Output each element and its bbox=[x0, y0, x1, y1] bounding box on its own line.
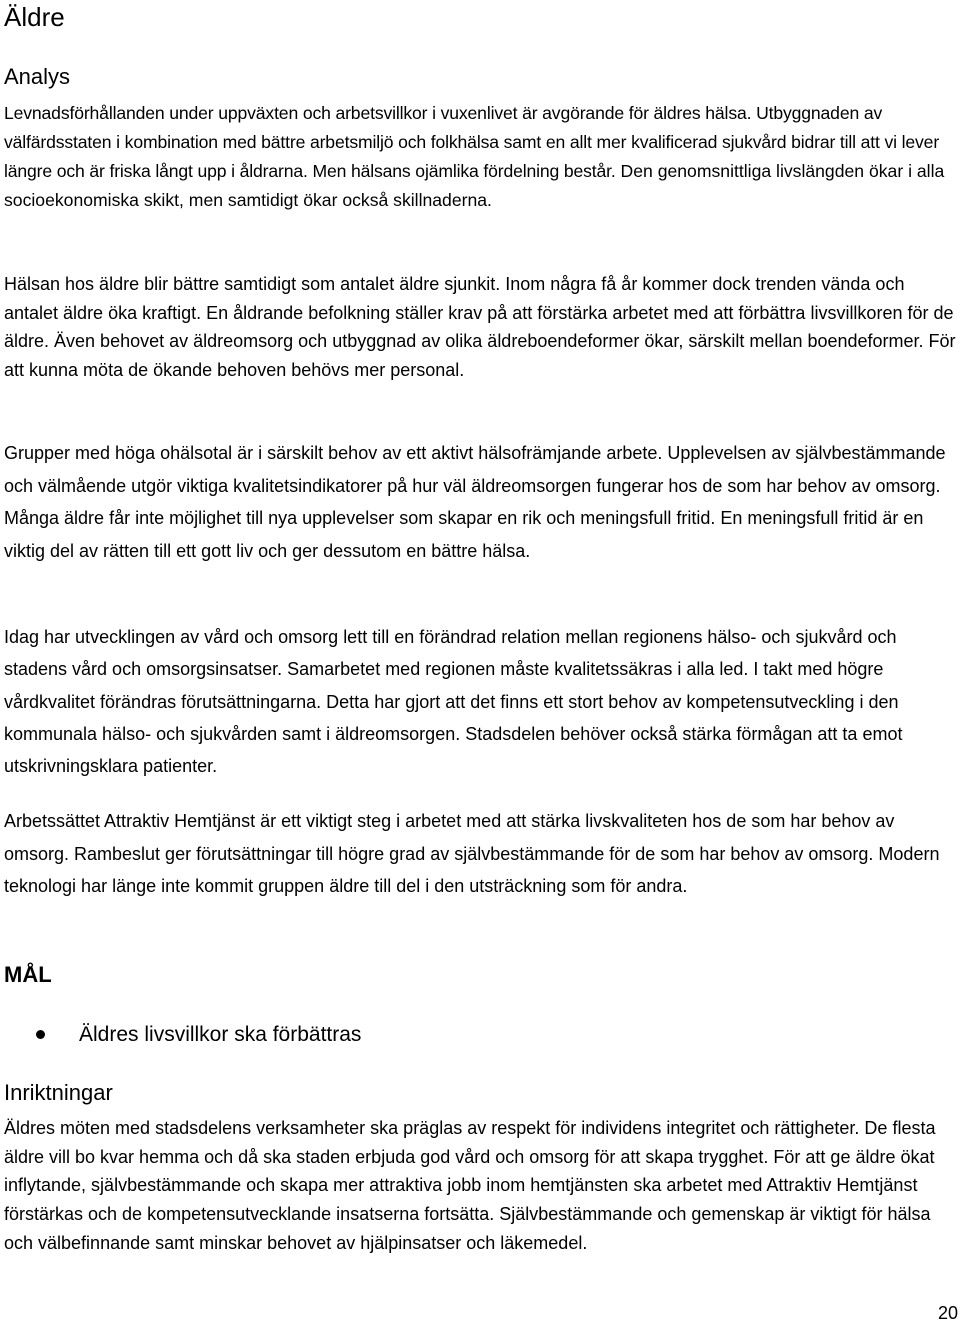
analys-paragraph-4: Idag har utvecklingen av vård och omsorg lett till en förändrad relation mellan regionens hälso- och sjukvård och stadens vård och omsorgsinsatser. Samarbetet med regionen måste kvalitetssäkras i alla led. I takt med högre vårdkvalitet förändras förutsättningarna. Detta har gjort att det finns ett stort behov av kompetensutveckling i den kommunala hälso- och sjukvården samt i äldreomsorgen. Stadsdelen behöver också stärka förmågan att ta emot utskrivningsklara patienter. bbox=[4, 627, 903, 777]
analys-paragraph-3: Grupper med höga ohälsotal är i särskilt behov av ett aktivt hälsofrämjande arbete. Upplevelsen av självbestämmande och välmående utgör viktiga kvalitetsindikatorer på hur väl äldreomsorgen fungerar hos de som har behov av omsorg. Många äldre får inte möjlighet till nya upplevelser som skapar en rik och meningsfull fritid. En meningsfull fritid är en viktig del av rätten till ett gott liv och ger dessutom en bättre hälsa. bbox=[4, 443, 946, 561]
page-title: Äldre bbox=[4, 2, 65, 32]
mal-heading: MÅL bbox=[4, 962, 52, 987]
analys-paragraph-1-part-a: Levnadsförhållanden under uppväxten och arbetsvillkor i vuxenlivet är avgörande för äldres hälsa. Utbyggnaden av välfärdsstaten i kombination med bättre arbetsmiljö och folkhälsa samt en allt mer kvalificerad sjukvård bidrar till att vi lever längre och är friska långt upp i åldrarna. Men hälsans ojämlika fördelning består. bbox=[4, 103, 940, 181]
inriktningar-heading: Inriktningar bbox=[4, 1080, 113, 1105]
analys-heading: Analys bbox=[4, 64, 71, 89]
analys-paragraph-5: Arbetssättet Attraktiv Hemtjänst är ett viktigt steg i arbetet med att stärka livskvaliteten hos de som har behov av omsorg. Rambeslut ger förutsättningar till högre grad av självbestämmande för de som har behov av omsorg. Modern teknologi har länge inte kommit gruppen äldre till del i den utsträckning som för andra. bbox=[4, 811, 940, 897]
analys-paragraph-1-part-b: Den genomsnittliga livslängden ökar i alla socioekonomiska skikt, men samtidigt ökar också skillnaderna. bbox=[4, 161, 945, 210]
goal-item bbox=[4, 1019, 361, 1051]
goal-list bbox=[4, 1019, 361, 1051]
analys-paragraph-2: Hälsan hos äldre blir bättre samtidigt som antalet äldre sjunkit. Inom några få år kommer dock trenden vända och antalet äldre öka kraftigt. En åldrande befolkning ställer krav på att förstärka arbetet med att förbättra livsvillkoren för de äldre. Även behovet av äldreomsorg och utbyggnad av olika äldreboendeformer ökar, särskilt mellan boendeformer. För att kunna möta de ökande behoven behövs mer personal. bbox=[4, 274, 956, 380]
page-number: 20 bbox=[937, 1303, 958, 1323]
analys-paragraph-1 bbox=[4, 99, 958, 215]
goal-item-label: Äldres livsvillkor ska förbättras bbox=[79, 1023, 362, 1046]
bullet-icon bbox=[36, 1030, 45, 1039]
inriktningar-paragraph: Äldres möten med stadsdelens verksamheter ska präglas av respekt för individens integritet och rättigheter. De flesta äldre vill bo kvar hemma och då ska staden erbjuda god vård och omsorg för att skapa trygghet. För att ge äldre ökat inflytande, självbestämmande och skapa mer attraktiva jobb inom hemtjänsten ska arbetet med Attraktiv Hemtjänst förstärkas och de kompetensutvecklande insatserna fortsätta. Självbestämmande och gemenskap är viktigt för hälsa och välbefinnande samt minskar behovet av hjälpinsatser och läkemedel. bbox=[4, 1118, 936, 1253]
